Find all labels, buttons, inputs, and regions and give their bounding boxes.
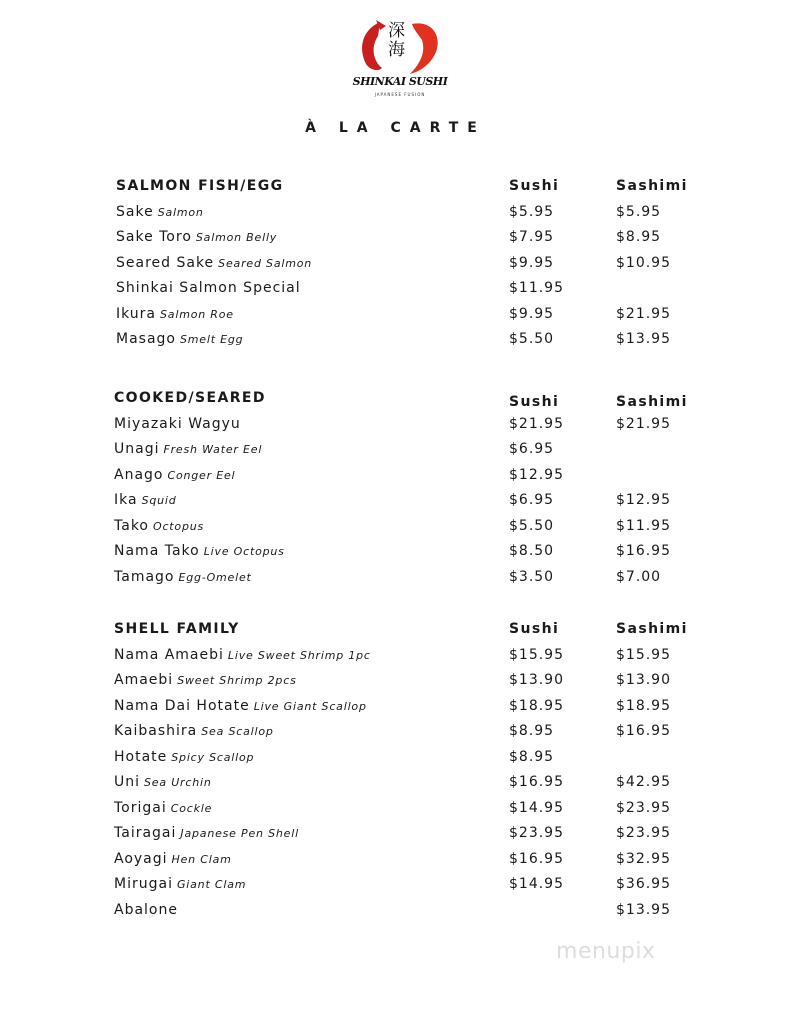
menu-item	[0, 331, 791, 357]
sushi-price: $9.95	[509, 305, 555, 322]
item-name: Nama Amaebi	[114, 646, 224, 663]
item-name: Sake	[116, 203, 154, 220]
sashimi-price: $11.95	[616, 517, 671, 534]
item-name: Tairagai	[114, 825, 177, 841]
item-name-wrap	[114, 569, 252, 586]
sashimi-price: $32.95	[616, 850, 671, 867]
item-name-wrap	[114, 723, 274, 740]
sashimi-price: $8.95	[616, 229, 662, 245]
item-name-wrap	[114, 774, 212, 791]
sushi-price: $16.95	[509, 774, 564, 790]
item-name-wrap	[114, 749, 254, 766]
item-description: Salmon Roe	[160, 307, 234, 321]
item-name: Uni	[114, 774, 141, 790]
sushi-price: $9.95	[509, 254, 555, 271]
sushi-price: $23.95	[509, 825, 564, 841]
sashimi-column-header: Sashimi	[616, 621, 688, 637]
logo-kanji: 深海	[388, 21, 405, 60]
item-description: Salmon Belly	[195, 231, 278, 244]
sashimi-column-header: Sashimi	[616, 394, 688, 410]
menu-item	[0, 229, 791, 255]
item-name-wrap	[114, 698, 367, 715]
item-name-wrap	[114, 851, 232, 868]
sushi-price: $8.95	[509, 748, 555, 765]
item-name: Tamago	[114, 568, 175, 585]
menu-item	[0, 255, 791, 281]
menu-item	[0, 723, 791, 749]
sushi-price: $8.95	[509, 723, 555, 739]
menu-item	[0, 204, 791, 230]
menu-item	[0, 441, 791, 467]
item-name: Ika	[114, 492, 138, 508]
logo-tagline: JAPANESE FUSION	[374, 92, 426, 97]
item-description: Spicy Scallop	[171, 750, 255, 764]
sushi-price: $13.90	[509, 672, 564, 688]
item-name-wrap	[116, 280, 305, 297]
sushi-column-header: Sushi	[509, 178, 560, 194]
item-name-wrap	[116, 204, 204, 221]
item-name: Mirugai	[114, 876, 173, 892]
item-name: Nama Dai Hotate	[114, 697, 250, 714]
sashimi-price: $21.95	[616, 415, 671, 432]
item-description: Live Sweet Shrimp 1pc	[227, 648, 371, 662]
item-name-wrap	[116, 306, 234, 323]
sushi-price: $5.50	[509, 517, 555, 534]
item-name: Aoyagi	[114, 850, 168, 867]
menu-item	[0, 800, 791, 826]
menu-section	[0, 621, 791, 927]
item-name-wrap	[114, 518, 204, 535]
sushi-price: $21.95	[509, 415, 564, 432]
menu-item	[0, 851, 791, 877]
watermark: menupix	[556, 939, 656, 964]
item-description: Cockle	[170, 801, 213, 815]
menu-item	[0, 647, 791, 673]
item-name: Unagi	[114, 441, 160, 457]
item-name-wrap	[114, 825, 299, 842]
item-name: Sake Toro	[116, 229, 192, 245]
sushi-price: $3.50	[509, 568, 555, 585]
shinkai-sushi-logo	[342, 18, 458, 102]
item-name: Anago	[114, 466, 164, 483]
menu-section	[0, 178, 791, 357]
sushi-price: $7.95	[509, 229, 555, 245]
item-name: Masago	[116, 331, 176, 347]
sashimi-price: $21.95	[616, 305, 671, 322]
section-header	[0, 621, 791, 647]
item-description: Sea Urchin	[144, 776, 212, 789]
menu-item	[0, 306, 791, 332]
item-description: Sweet Shrimp 2pcs	[177, 674, 297, 687]
sashimi-price: $10.95	[616, 254, 671, 271]
sushi-price: $5.50	[509, 331, 555, 347]
item-name-wrap	[114, 416, 245, 433]
section-title: SALMON FISH/EGG	[116, 178, 284, 194]
item-name-wrap	[114, 543, 285, 560]
sashimi-price: $12.95	[616, 492, 671, 508]
item-description: Japanese Pen Shell	[180, 827, 299, 840]
section-header	[0, 178, 791, 204]
item-name-wrap	[114, 467, 235, 484]
sashimi-price: $15.95	[616, 646, 671, 663]
item-name-wrap	[114, 647, 371, 664]
sushi-price: $8.50	[509, 543, 555, 559]
logo-brand: SHINKAI SUSHI	[352, 75, 448, 88]
item-name-wrap	[114, 800, 212, 817]
menu-item	[0, 698, 791, 724]
item-name-wrap	[114, 902, 182, 919]
sashimi-price: $16.95	[616, 723, 671, 739]
item-description: Hen Clam	[171, 852, 232, 866]
sashimi-price: $18.95	[616, 697, 671, 714]
item-name-wrap	[116, 229, 277, 246]
sashimi-price: $5.95	[616, 203, 662, 220]
item-name-wrap	[116, 331, 243, 348]
item-description: Octopus	[153, 519, 205, 533]
item-name: Kaibashira	[114, 723, 198, 739]
sashimi-price: $13.90	[616, 672, 671, 688]
menu-item	[0, 672, 791, 698]
menu-item	[0, 749, 791, 775]
page-title: À LA CARTE	[305, 120, 486, 136]
item-name: Nama Tako	[114, 543, 200, 559]
sushi-price: $16.95	[509, 850, 564, 867]
sushi-column-header: Sushi	[509, 621, 560, 637]
sashimi-price: $13.95	[616, 901, 671, 918]
sashimi-price: $36.95	[616, 876, 671, 892]
menu-section	[0, 390, 791, 594]
menu-item	[0, 543, 791, 569]
sushi-price: $14.95	[509, 876, 564, 892]
item-name: Abalone	[114, 901, 178, 918]
item-description: Conger Eel	[167, 468, 236, 482]
sashimi-price: $42.95	[616, 774, 671, 790]
sushi-column-header: Sushi	[509, 394, 560, 410]
sashimi-price: $16.95	[616, 543, 671, 559]
item-name-wrap	[114, 441, 262, 458]
section-title: SHELL FAMILY	[114, 621, 240, 637]
menu-item	[0, 467, 791, 493]
sushi-price: $6.95	[509, 492, 555, 508]
sushi-price: $11.95	[509, 280, 564, 296]
menu-item	[0, 876, 791, 902]
item-description: Giant Clam	[176, 878, 247, 891]
sushi-price: $14.95	[509, 799, 564, 816]
item-name: Tako	[114, 517, 149, 534]
section-header	[0, 390, 791, 416]
menu-item	[0, 774, 791, 800]
item-description: Salmon	[157, 205, 204, 219]
item-description: Sea Scallop	[201, 725, 274, 738]
sashimi-price: $7.00	[616, 568, 662, 585]
menu-item	[0, 825, 791, 851]
menu-item	[0, 569, 791, 595]
item-name-wrap	[114, 672, 297, 689]
item-description: Squid	[141, 494, 177, 507]
item-description: Seared Salmon	[218, 256, 313, 270]
sashimi-price: $23.95	[616, 799, 671, 816]
item-description: Smelt Egg	[179, 333, 244, 346]
item-description: Live Giant Scallop	[253, 699, 367, 713]
sushi-price: $12.95	[509, 466, 564, 483]
menu-item	[0, 416, 791, 442]
item-description: Fresh Water Eel	[163, 443, 263, 456]
sushi-price: $15.95	[509, 646, 564, 663]
sashimi-column-header: Sashimi	[616, 178, 688, 194]
item-name: Seared Sake	[116, 254, 215, 271]
item-name-wrap	[116, 255, 312, 272]
item-name-wrap	[114, 876, 246, 893]
menu-item	[0, 280, 791, 306]
sushi-price: $6.95	[509, 441, 555, 457]
sushi-price: $5.95	[509, 203, 555, 220]
item-name: Miyazaki Wagyu	[114, 415, 241, 432]
item-description: Live Octopus	[203, 545, 285, 558]
sushi-price: $18.95	[509, 697, 564, 714]
menu-item	[0, 492, 791, 518]
item-name-wrap	[114, 492, 177, 509]
section-title: COOKED/SEARED	[114, 390, 266, 406]
item-name: Hotate	[114, 748, 168, 765]
menu-item	[0, 518, 791, 544]
item-name: Amaebi	[114, 672, 174, 688]
item-name: Ikura	[116, 305, 157, 322]
sashimi-price: $23.95	[616, 825, 671, 841]
sashimi-price: $13.95	[616, 331, 671, 347]
item-name: Torigai	[114, 799, 167, 816]
item-description: Egg-Omelet	[178, 570, 252, 584]
menu-item	[0, 902, 791, 928]
item-name: Shinkai Salmon Special	[116, 280, 301, 296]
